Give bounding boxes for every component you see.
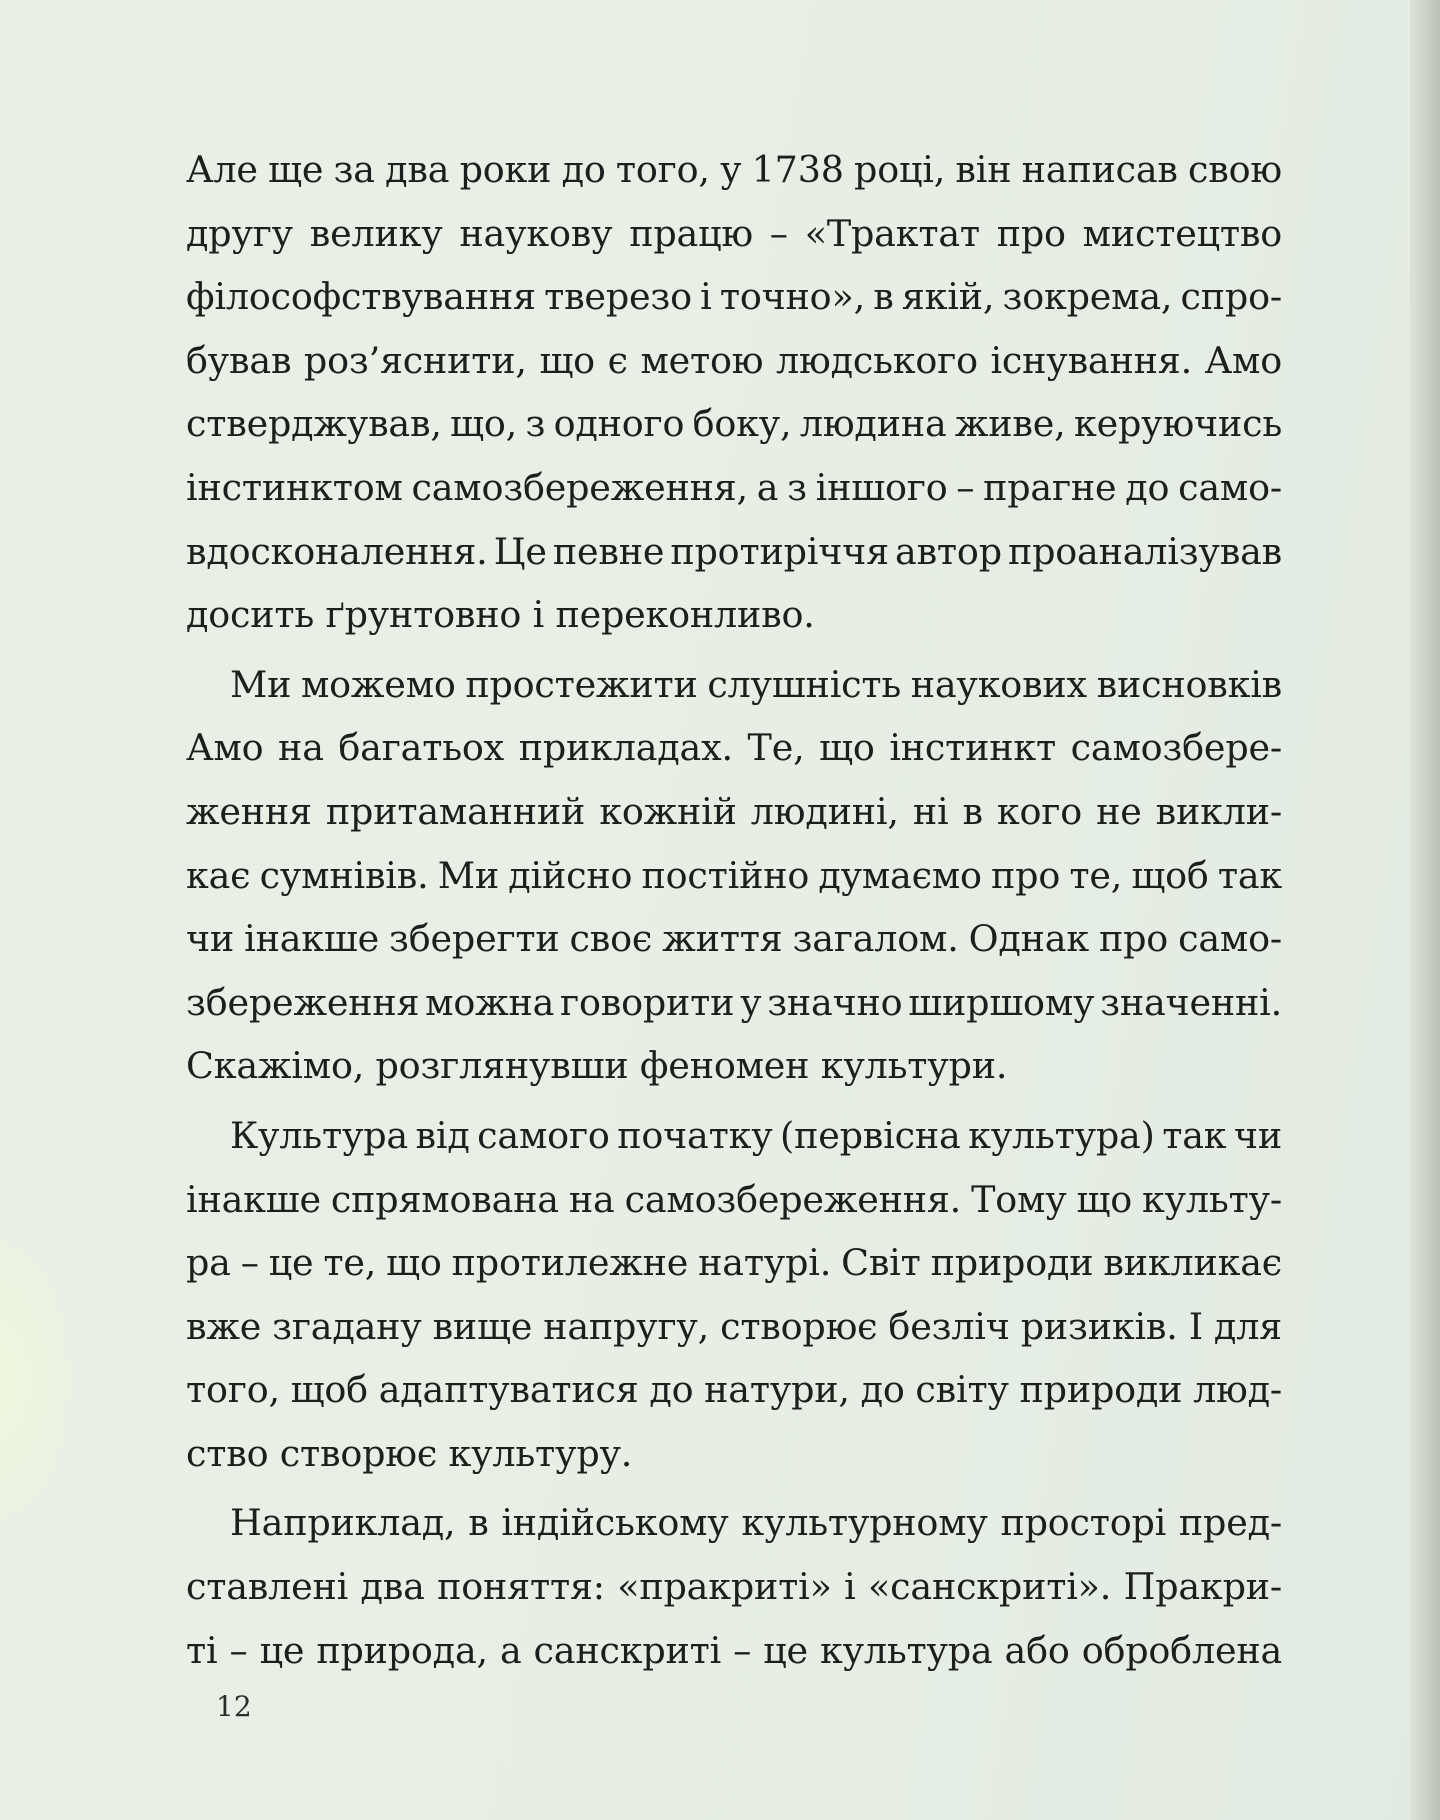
text-line: вдосконалення. Це певне протиріччя автор проаналізував [186,529,1283,573]
text-line: стверджував, що, з одного боку, людина живе, керуючись [186,402,1282,446]
body-text [186,138,1282,1682]
text-line: того, щоб адаптуватися до натури, до світу природи люд- [186,1368,1283,1412]
text-line: бував роз’яснити, що є метою людського існування. Амо [186,338,1283,382]
text-line: філософствування тверезо і точно», в якій, зокрема, спро- [186,275,1282,319]
paragraph-4 [186,1491,1282,1682]
text-line: інстинктом самозбереження, а з іншого – прагне до само- [186,465,1283,509]
text-line: кає сумнівів. Ми дійсно постійно думаємо про те, щоб так [186,853,1282,897]
text-line: Культура від самого початку (первісна культура) так чи [230,1113,1282,1157]
text-line: Ми можемо простежити слушність наукових висновків [230,662,1283,706]
text-line: ження притаманний кожній людині, ні в кого не викли- [186,789,1282,833]
text-line: Скажімо, розглянувши феномен культури. [186,1044,1008,1088]
text-line: досить ґрунтовно і переконливо. [186,593,815,637]
text-line: ра – це те, що протилежне натурі. Світ природи викликає [186,1241,1282,1285]
page-edge-shadow [1410,0,1440,1820]
page-number: 12 [216,1690,252,1723]
text-line: збереження можна говорити у значно ширшому значенні. [186,980,1282,1024]
text-line: інакше спрямована на самозбереження. Тому що культу- [186,1177,1282,1221]
text-line: Амо на багатьох прикладах. Те, що інстинкт самозбере- [186,726,1283,770]
paragraph-3 [186,1104,1282,1486]
text-line: Але ще за два роки до того, у 1738 році, він написав свою [186,148,1282,191]
text-line: ставлені два поняття: «пракриті» і «санскриті». Пракри- [186,1565,1282,1609]
text-line: Наприклад, в індійському культурному просторі пред- [230,1501,1283,1545]
text-line: другу велику наукову працю – «Трактат про мистецтво [186,211,1283,255]
text-line: вже згадану вище напругу, створює безліч ризиків. І для [186,1304,1283,1348]
text-line: ті – це природа, а санскриті – це культура або оброблена [186,1628,1283,1672]
paper-highlight [0,1200,90,1560]
text-line: чи інакше зберегти своє життя загалом. Однак про само- [186,917,1283,961]
text-line: ство створює культуру. [186,1431,633,1475]
paragraph-1 [186,138,1282,647]
paragraph-2 [186,653,1282,1098]
